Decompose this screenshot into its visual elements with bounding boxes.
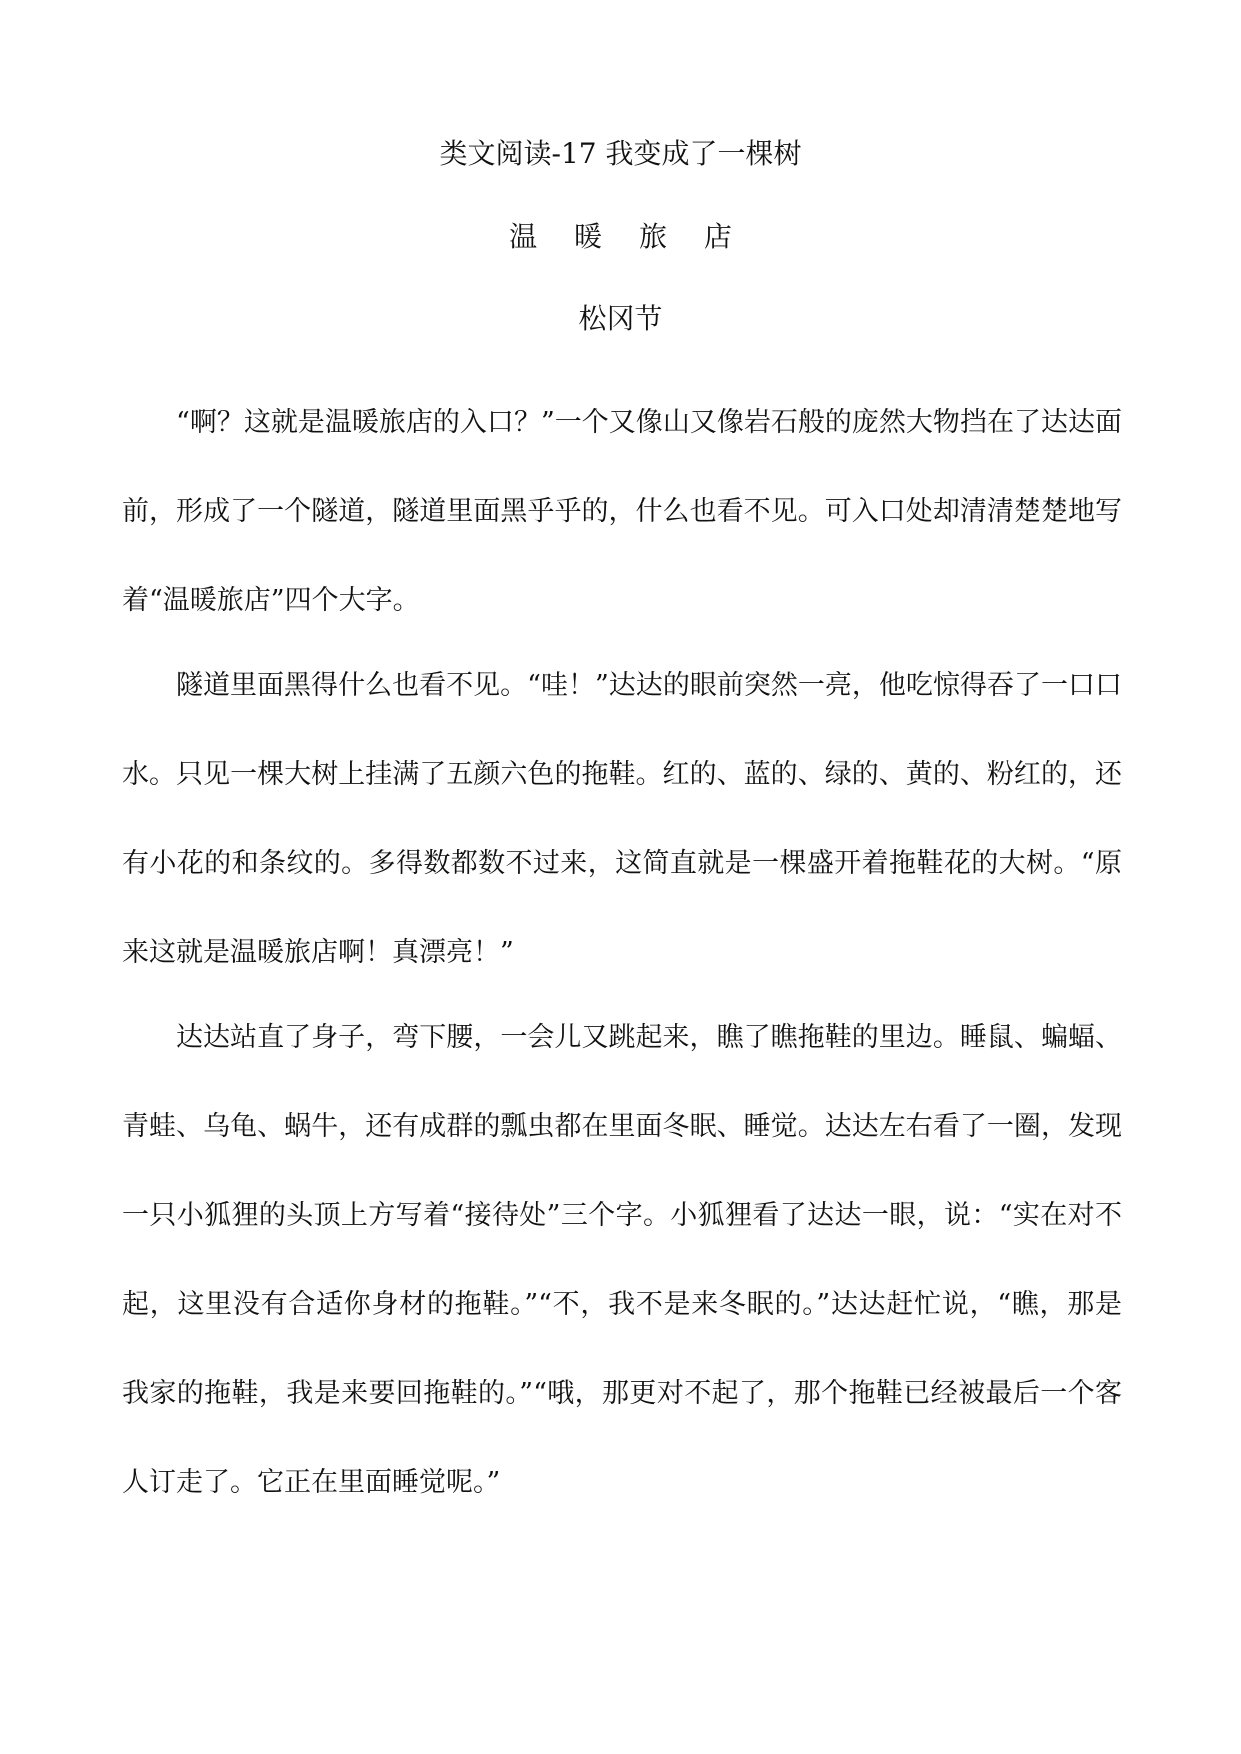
series-title: 类文阅读-17 我变成了一棵树 xyxy=(439,137,802,170)
author-name: 松冈节 xyxy=(578,302,663,335)
paragraph-2: 隧道里面黑得什么也看不见。“哇！”达达的眼前突然一亮，他吃惊得吞了一口口水。只见一棵大树上挂满了五颜六色的拖鞋。红的、蓝的、绿的、黄的、粉红的，还有小花的和条纹的。多得数都数不过来，这简直就是一棵盛开着拖鞋花的大树。“原来这就是温暖旅店啊！真漂亮！” xyxy=(122,670,1122,968)
story-body xyxy=(122,378,1122,1527)
paragraph-1: “啊？这就是温暖旅店的入口？”一个又像山又像岩石般的庞然大物挡在了达达面前，形成了一个隧道，隧道里面黑乎乎的，什么也看不见。可入口处却清清楚楚地写着“温暖旅店”四个大字。 xyxy=(122,407,1122,616)
paragraph-3: 达达站直了身子，弯下腰，一会儿又跳起来，瞧了瞧拖鞋的里边。睡鼠、蝙蝠、青蛙、乌龟、蜗牛，还有成群的瓢虫都在里面冬眠、睡觉。达达左右看了一圈，发现一只小狐狸的头顶上方写着“接待处”三个字。小狐狸看了达达一眼，说：“实在对不起，这里没有合适你身材的拖鞋。”“不，我不是来冬眠的。”达达赶忙说，“瞧，那是我家的拖鞋，我是来要回拖鞋的。”“哦，那更对不起了，那个拖鞋已经被最后一个客人订走了。它正在里面睡觉呢。” xyxy=(122,1022,1122,1498)
story-title: 温 暖 旅 店 xyxy=(509,220,746,253)
